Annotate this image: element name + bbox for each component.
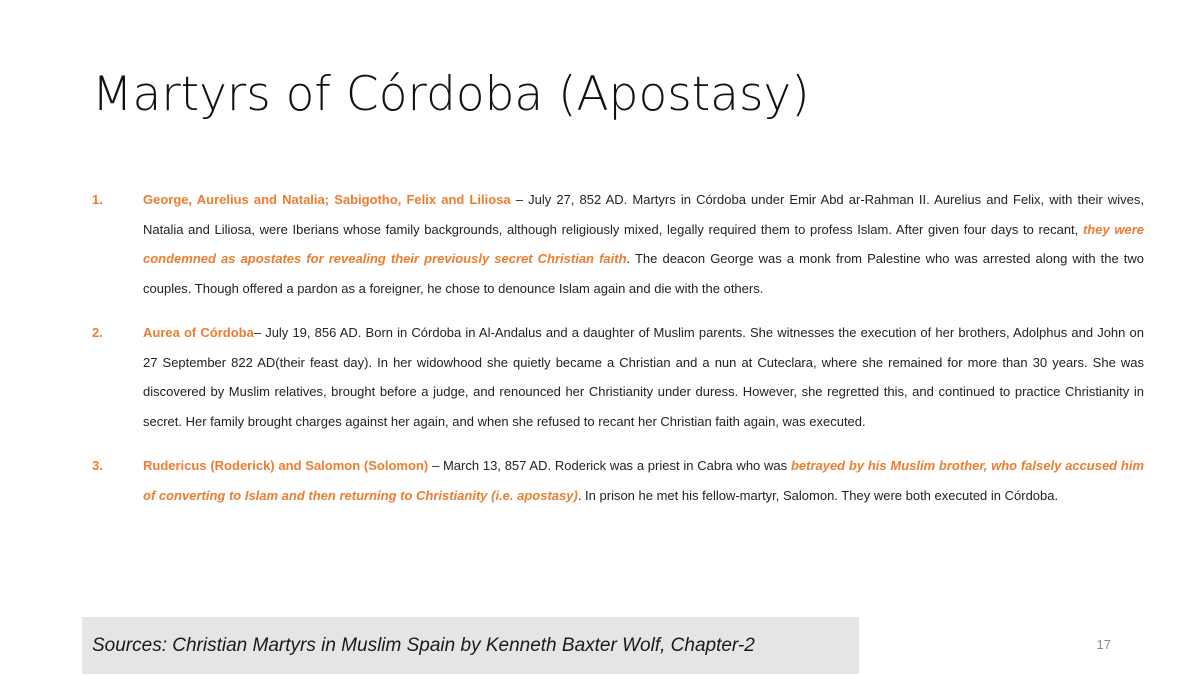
item-paragraph [143, 451, 1144, 510]
page-number: 17 [1096, 637, 1111, 652]
slide-title: Martyrs of Córdoba (Apostasy) [92, 67, 810, 122]
highlighted-text: betrayed by his Muslim brother, who falsely accused him of converting to Islam and then returning to Christianity (i.e. apostasy) [143, 458, 1145, 503]
item-text: – July 19, 856 AD. Born in Córdoba in Al-Andalus and a daughter of Muslim parents. She witnesses the execution of her brothers, Adolphus and John on 27 September 822 AD(their feast day). In her widowhood she quietly became a Christian and a nun at Cuteclara, where she remained for more than 30 years. She was discovered by Muslim relatives, brought before a judge, and renounced her Christianity under duress. However, she regretted this, and continued to practice Christianity in secret. Her family brought charges against her again, and when she refused to recant her Christian faith again, was executed. [143, 325, 1144, 429]
item-text: – July 27, 852 AD. Martyrs in Córdoba under Emir Abd ar-Rahman II. Aurelius and Felix, with their wives, Natalia and Liliosa, were Iberians whose family backgrounds, although religiously mixed, legally required them to profess Islam. After given four days to recant, [143, 192, 1144, 237]
item-number: 2. [92, 325, 103, 340]
highlighted-text: they were condemned as apostates for revealing their previously secret Christian faith [143, 221, 1144, 266]
item-text: . The deacon George was a monk from Palestine who was arrested along with the two couples. Though offered a pardon as a foreigner, he chose to denounce Islam again and die with the others. [143, 251, 1145, 296]
martyr-names: George, Aurelius and Natalia; Sabigotho, Felix and Liliosa [143, 192, 511, 207]
item-number: 1. [92, 192, 103, 207]
item-number: 3. [92, 458, 103, 473]
sources-box [82, 617, 859, 674]
sources-citation: Sources: Christian Martyrs in Muslim Spain by Kenneth Baxter Wolf, Chapter-2 [92, 634, 755, 656]
list-item [92, 451, 1144, 510]
martyr-names: Rudericus (Roderick) and Salomon (Solomon) [143, 458, 429, 473]
martyrs-list [92, 185, 1144, 525]
martyr-names: Aurea of Córdoba [143, 325, 254, 340]
item-paragraph [143, 185, 1144, 303]
item-text: – March 13, 857 AD. Roderick was a priest in Cabra who was [428, 458, 791, 473]
list-item [92, 185, 1144, 303]
item-paragraph [143, 318, 1144, 436]
list-item [92, 318, 1144, 436]
item-text: . In prison he met his fellow-martyr, Salomon. They were both executed in Córdoba. [577, 487, 1059, 503]
